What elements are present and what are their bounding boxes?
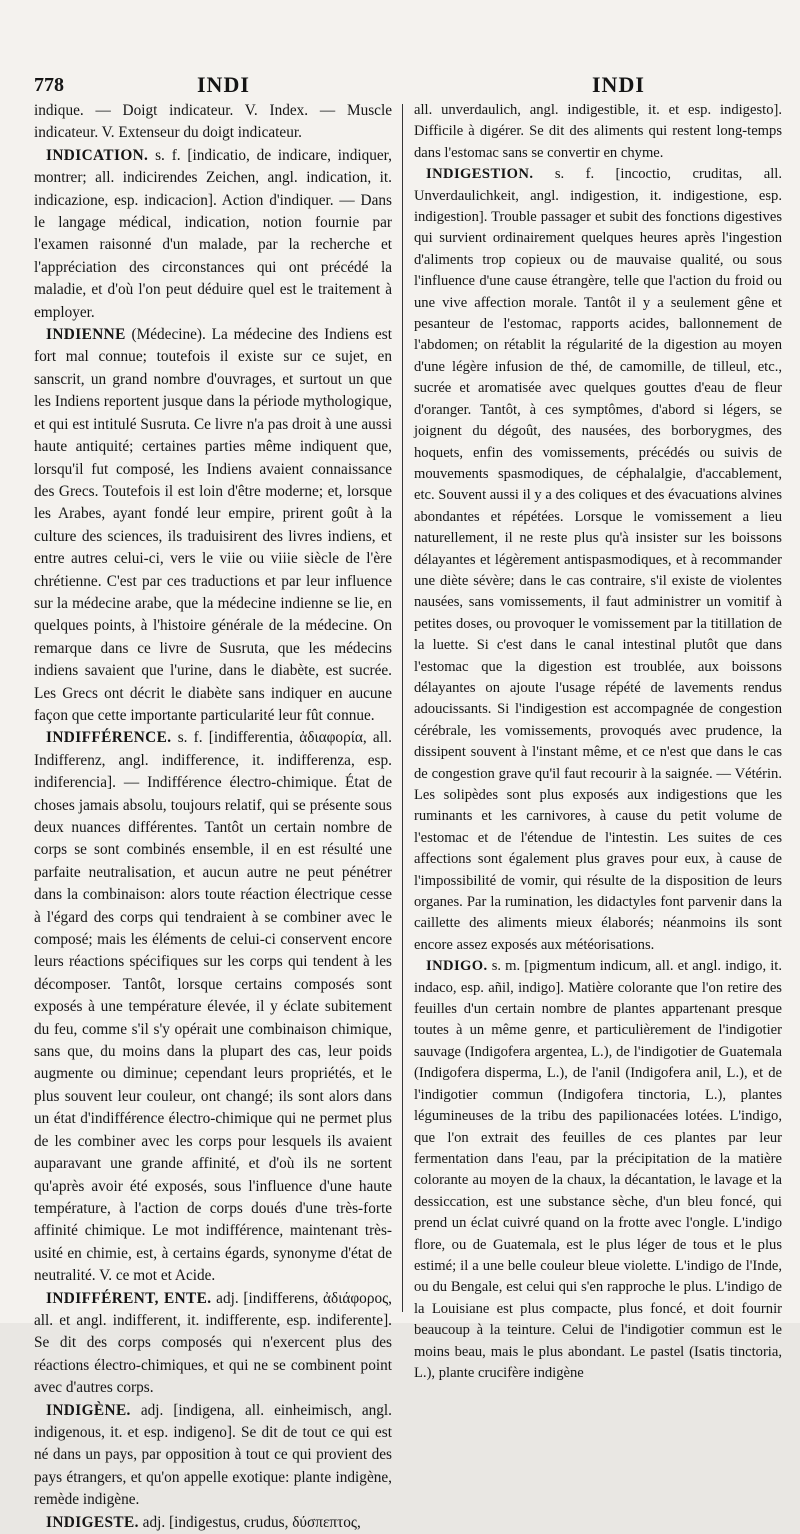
entry-text: indique. — Doigt indicateur. V. Index. — Muscle indicateur. V. Extenseur du doigt indicateur. (34, 102, 392, 142)
entry-indifferent (34, 1288, 392, 1400)
entry-continuation (414, 100, 782, 164)
page-header (22, 60, 786, 100)
running-head-right: INDI (592, 72, 645, 97)
entry-text: all. unverdaulich, angl. indigestible, it. et esp. indigesto]. Difficile à digérer. Se dit des aliments qui restent long-temps dans l'estomac sans se convertir en chyme. (414, 102, 782, 161)
running-head-left: INDI (197, 72, 250, 97)
entry-indigestion (414, 164, 782, 956)
entry-text: (Médecine). La médecine des Indiens est fort mal connue; toutefois il existe sur ce sujet, en sanscrit, un grand nombre d'ouvrages, et surtout un que les Indiens reportent jusque dans la période mythologique, et qui est intitulé Susruta. Ce livre n'a pas droit à une aussi haute antiquité; certaines parties même indiquent que, lorsqu'il fut composé, les Indiens avaient connaissance des Grecs. Toutefois il est loin d'être moderne; et, lorsque les Arabes, ayant fondé leur empire, prirent goût à la culture des sciences, ils traduisirent des livres indiens, et entre autres celui-ci, vers le viie ou viiie siècle de l'ère chrétienne. C'est par ces traductions et par leur influence sur la médecine arabe, que la médecine indienne se lie, en quelques points, à l'histoire générale de la médecine. On remarque dans ce livre de Susruta, que les médecins indiens savaient que l'urine, dans le diabète, est sucrée. Les Grecs ont décrit le diabète sans indiquer en aucune façon que cette importante particularité leur fût connue. (34, 326, 393, 724)
headword: INDICATION. (46, 146, 149, 164)
left-column (34, 100, 393, 1531)
entry-text: s. m. [pigmentum indicum, all. et angl. indigo, it. indaco, esp. añil, indigo]. Matière colorante que l'on retire des feuilles d'un certain nombre de plantes appartenant presque toutes à un même genre, et particulièrement de l'indigotier sauvage (Indigofera argentea, L.), de l'indigotier de Guatemala (Indigofera disperma, L.), de l'anil (Indigofera anil, L.), et de l'indigotier commun (Indigofera tinctoria, L.), plantes légumineuses de la tribu des papilionacées lotées. L'indigo, que l'on extrait des feuilles de ces plantes par leur fermentation dans l'eau, par la précipitation de la matière colorante au moyen de la chaux, la décantation, le lavage et la dessiccation, est une substance sèche, d'un bleu foncé, qui prend un éclat cuivré quand on la frotte avec l'ongle. L'indigo flore, ou de Guatemala, est le plus léger de tous et le plus estimé; il a une belle couleur bleue violette. L'indigo de l'Inde, ou du Bengale, est celui qui s'en rapproche le plus. L'indigo de la Louisiane est plus compacte, plus foncé, et doit fournir beaucoup à la teinture. Celui de l'indigotier commun est le moins beau, mais le plus abondant. Le pastel (Isatis tinctoria, L.), plante crucifère indigène (414, 958, 783, 1381)
headword: INDIENNE (46, 326, 126, 344)
entry-continuation (34, 100, 392, 145)
entry-text: adj. [indigestus, crudus, δύσπεπτος, (142, 1513, 361, 1531)
right-column (414, 100, 783, 1381)
entry-text: s. f. [indicatio, de indicare, indiquer, montrer; all. indicirendes Zeichen, angl. indication, it. indicazione, esp. indicacion]. Action d'indiquer. — Dans le langage médical, indication, notion fournie par l'examen raisonné d'un malade, par la recherche et l'appréciation des circonstances qui ont précédé la maladie, et d'où l'on peut déduire quel est le traitement à employer. (34, 146, 392, 321)
headword: INDIGÈNE. (46, 1401, 131, 1419)
entry-text: adj. [indigena, all. einheimisch, angl. indigenous, it. et esp. indigeno]. Se dit de tout ce qui est né dans un pays, par opposition à tout ce qui provient des pays étrangers, et qu'on appelle exotique: plante indigène, remède indigène. (34, 1401, 393, 1509)
headword: INDIGESTION. (426, 166, 534, 183)
entry-indigene (34, 1400, 392, 1512)
headword: INDIGO. (426, 958, 488, 975)
entry-text: adj. [indifferens, ἀδιάφορος, all. et angl. indifferent, it. indifferente, esp. indiferente]. Se dit des corps composés qui n'exercent plus des réactions électro-chimiques, et qui ne se combinent point avec d'autres corps. (34, 1289, 392, 1397)
page-number: 778 (34, 74, 64, 96)
entry-indifference (34, 727, 392, 1287)
entry-text: s. f. [indifferentia, ἀδιαφορία, all. Indifferenz, angl. indifference, it. indifferenza, esp. indiferencia]. — Indifférence électro-chimique. État de choses jamais absolu, toujours relatif, qui se présente sous deux nuances différentes. Tantôt un certain nombre de corps se sont combinés ensemble, il en est résulté une parfaite neutralisation, et aucun autre ne peut pénétrer dans la combinaison: alors toute réaction électrique cesse à l'égard des corps qui tendraient à se combiner avec le composé; mais les éléments de celui-ci conservent encore leurs réactions spécifiques sur les corps qui tendent à les décomposer. Tantôt, lorsque certains composés sont exposés à une température élevée, il y éclate subitement du feu, comme s'il s'y opérait une combinaison chimique, sans que, du moins dans la plupart des cas, leur poids augmente ou diminue; cependant leurs propriétés, et le plus souvent leur couleur, ont changé; ils sont alors dans un état d'indifférence électro-chimique qui ne permet plus de les combiner avec les corps pour lesquels ils avaient auparavant une grande affinité, et d'où ils ne sortent qu'après avoir été exposés, sous l'influence d'une haute température, à l'action de corps doués d'une très-forte affinité chimique. Le mot indifférence, maintenant très-usité en chimie, est, à certains égards, synonyme d'état de neutralité. V. ce mot et Acide. (34, 729, 392, 1285)
entry-indigeste (34, 1512, 392, 1534)
column-divider (402, 104, 403, 1312)
headword: INDIFFÉRENT, ENTE. (46, 1289, 212, 1307)
entry-indigo (414, 956, 782, 1384)
headword: INDIFFÉRENCE. (46, 729, 172, 747)
entry-indication (34, 145, 392, 324)
entry-text: s. f. [incoctio, cruditas, all. Unverdaulichkeit, angl. indigestion, it. indigestione, esp. indigestion]. Trouble passager et subit des fonctions digestives qui survient ordinairement quelques heures après l'ingestion d'aliments trop copieux ou de mauvaise qualité, ou sous l'influence d'une cause étrangère, telle que l'action du froid ou une vive affection morale. Tantôt il y a seulement gêne et pesanteur de l'estomac, rapports acides, ballonnement de l'abdomen; on rétablit la régularité de la digestion au moyen d'une légère infusion de thé, de camomille, de tilleul, etc., sucrée et aromatisée avec quelques gouttes d'eau de fleur d'oranger. Tantôt, à ces symptômes, d'abord si légers, se joignent du dégoût, des nausées, des borborygmes, des hoquets, enfin des vomissements, précédés ou suivis de mouvements spasmodiques, de céphalalgie, d'accablement, etc. Souvent aussi il y a des coliques et des évacuations alvines abondantes et répétées. Lorsque le vomissement a lieu naturellement, il ne reste plus qu'à insister sur les boissons délayantes et légèrement antispasmodiques, et à recommander une diète sévère; dans le cas contraire, s'il existe de violentes nausées, sans vomissements, il faut administrer un vomitif à petites doses, ou provoquer le vomissement par la titillation de la luette. Si c'est dans le canal intestinal plutôt que dans l'estomac que la digestion est troublée, aux boissons délayantes on ajoute l'usage répété de lavements rendus adoucissants. Si l'indigestion est accompagnée de congestion cérébrale, les vomissements, provoqués avec prudence, la dissipent souvent à l'instant même, et ce n'est que dans le cas de congestion grave qu'il faut recourir à la saignée. — Vétérin. Les solipèdes sont plus exposés aux indigestions que les ruminants et les carnivores, à cause du petit volume de l'estomac et de l'étendue de l'intestin. Les suites de ces affections sont également plus graves pour eux, à cause de l'impossibilité de vomir, qui résulte de la disposition de leurs organes. Par la rumination, les didactyles font parvenir dans la caillette des aliments mieux élaborés; néanmoins ils sont encore assez exposés aux météorisations. (414, 166, 782, 953)
headword: INDIGESTE. (46, 1513, 139, 1531)
entry-indienne (34, 324, 392, 727)
